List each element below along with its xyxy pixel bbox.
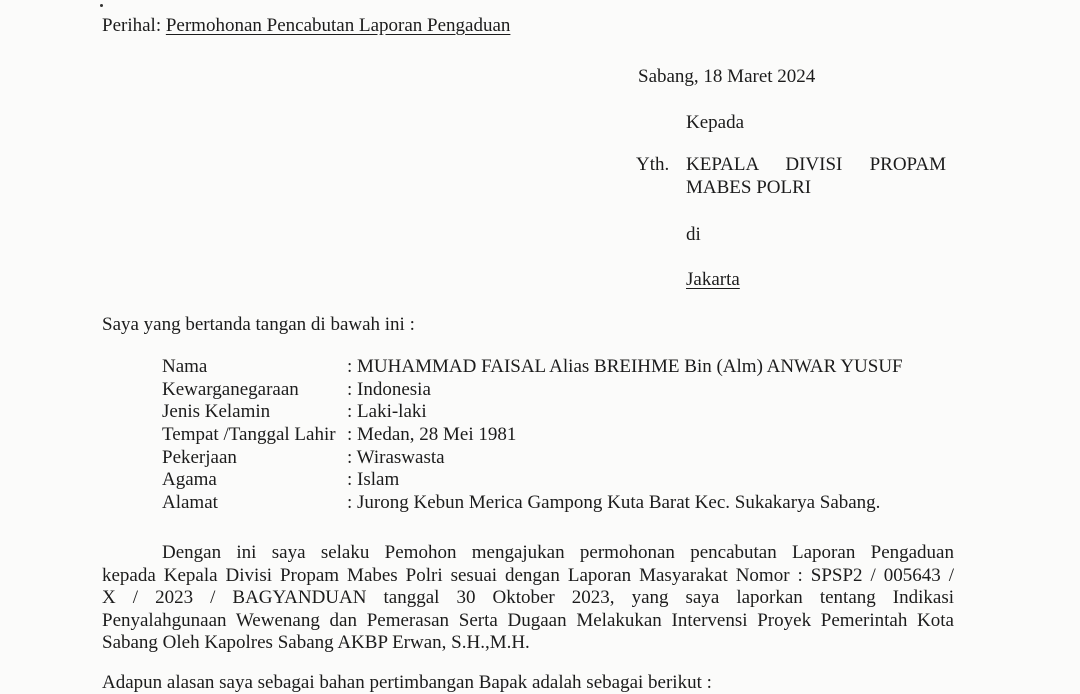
identity-label: Jenis Kelamin	[162, 401, 271, 422]
identity-label: Alamat	[162, 492, 218, 513]
body-line: Sabang Oleh Kapolres Sabang AKBP Erwan, S.H.,M.H.	[102, 632, 530, 653]
body-line: Penyalahgunaan Wewenang dan Pemerasan Serta Dugaan Melakukan Intervensi Proyek Pemerintah Kota	[102, 610, 954, 631]
subject-label: Perihal:	[102, 15, 162, 36]
di-word: di	[686, 224, 701, 245]
identity-label: Tempat /Tanggal Lahir	[162, 424, 336, 445]
identity-value: : Islam	[347, 469, 400, 490]
body-line: kepada Kepala Divisi Propam Mabes Polri sesuai dengan Laporan Masyarakat Nomor : SPSP2 / 005643 /	[102, 565, 954, 586]
to-word: Kepada	[686, 112, 745, 133]
identity-value: : Laki-laki	[347, 401, 427, 422]
scan-speck	[100, 4, 103, 7]
yth-label: Yth.	[636, 154, 670, 175]
subject-text: Permohonan Pencabutan Laporan Pengaduan	[165, 15, 511, 36]
intro-text: Saya yang bertanda tangan di bawah ini :	[102, 314, 415, 335]
identity-value: : MUHAMMAD FAISAL Alias BREIHME Bin (Alm) ANWAR YUSUF	[347, 356, 903, 377]
identity-value: : Medan, 28 Mei 1981	[347, 424, 517, 445]
body-line: X / 2023 / BAGYANDUAN tanggal 30 Oktober 2023, yang saya laporkan tentang Indikasi	[102, 587, 954, 608]
cutoff-line: Adapun alasan saya sebagai bahan pertimbangan Bapak adalah sebagai berikut :	[102, 672, 712, 693]
identity-label: Nama	[162, 356, 208, 377]
place-date: Sabang, 18 Maret 2024	[638, 66, 816, 87]
recipient-city: Jakarta	[686, 269, 740, 290]
recipient-line-2: MABES POLRI	[686, 177, 812, 198]
recipient-line-1: KEPALA DIVISI PROPAM	[686, 154, 946, 175]
identity-value: : Jurong Kebun Merica Gampong Kuta Barat Kec. Sukakarya Sabang.	[347, 492, 881, 513]
identity-value: : Indonesia	[347, 379, 431, 400]
subject-line	[102, 15, 510, 37]
identity-label: Pekerjaan	[162, 447, 237, 468]
body-line: Dengan ini saya selaku Pemohon mengajukan permohonan pencabutan Laporan Pengaduan	[162, 542, 954, 563]
identity-label: Agama	[162, 469, 217, 490]
identity-value: : Wiraswasta	[347, 447, 445, 468]
identity-label: Kewarganegaraan	[162, 379, 299, 400]
